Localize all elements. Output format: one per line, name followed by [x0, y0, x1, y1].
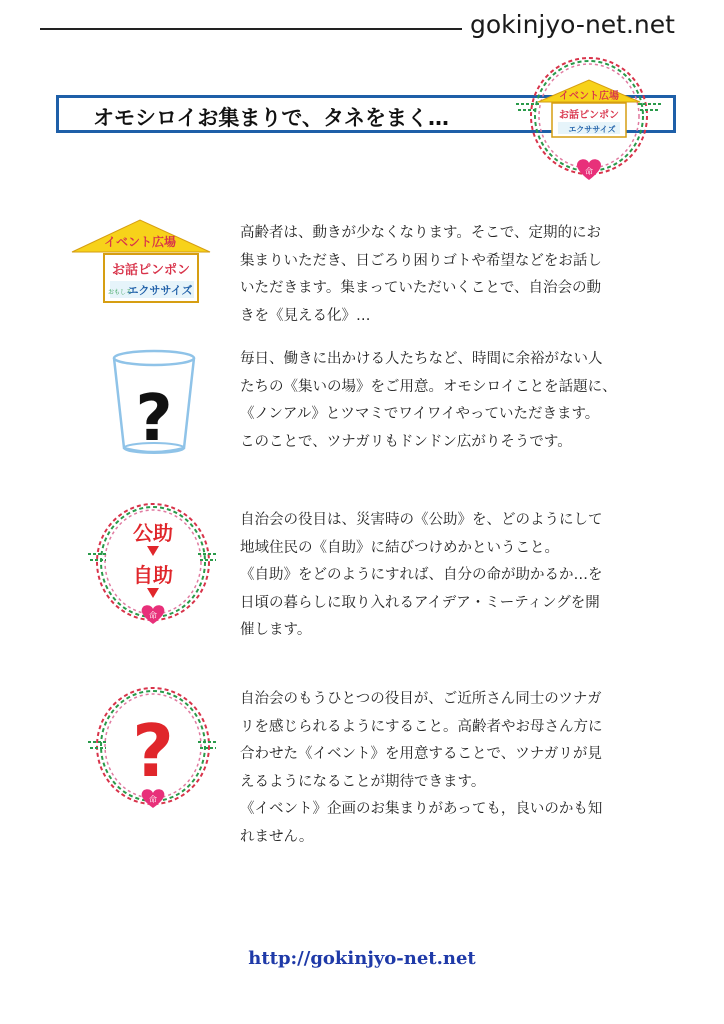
svg-text:公助: 公助 [133, 521, 173, 545]
text-line: 毎日、働きに出かける人たちなど、時間に余裕がない人 [240, 351, 603, 367]
text-line: 日頃の暮らしに取り入れるアイデア・ミーティングを開 [240, 594, 600, 611]
event-house-icon [68, 216, 218, 308]
svg-text:?: ? [132, 709, 174, 793]
kojo-jijo-wreath-icon [86, 500, 220, 630]
svg-text:自助: 自助 [133, 563, 173, 587]
text-line: リを感じられるようにすること。高齢者やお母さん方に [240, 718, 603, 735]
text-line: このことで、ツナガリもドンドン広がりそうです。 [240, 433, 572, 450]
text-line: 《自助》をどのようにすれば、自分の命が助かるか…を [240, 567, 603, 583]
site-name: gokinjyo-net.net [470, 10, 675, 39]
text-line: 自治会の役目は、災害時の《公助》を、どのようにして [240, 512, 603, 528]
question-glyph: ? [135, 382, 173, 456]
text-line: きを《見える化》… [240, 307, 371, 324]
question-wreath-icon [86, 684, 220, 814]
text-line: 高齢者は、動きが少なくなります。そこで、定期的にお [240, 225, 602, 241]
text-line: 《ノンアル》とツマミでワイワイやっていただきます。 [240, 406, 600, 422]
text-line: 合わせた《イベント》を用意することで、ツナガリが見 [240, 746, 602, 762]
wreath-badge-line1: お話ピンポン [559, 110, 619, 121]
text-line: 地域住民の《自助》に結びつけめかということ。 [240, 539, 559, 556]
section-2-text [240, 346, 660, 456]
footer-url-link[interactable]: http://gokinjyo-net.net [248, 948, 476, 969]
header-rule [40, 28, 462, 30]
wreath-roof-label: イベント広場 [559, 91, 619, 102]
page-title: オモシロイお集まりで、タネをまく… [93, 106, 449, 130]
svg-text:命: 命 [149, 795, 157, 804]
text-line: いただきます。集まっていただいくことで、自治会の動 [240, 280, 602, 296]
svg-text:お話ピンポン: お話ピンポン [111, 263, 191, 278]
text-line: れません。 [240, 828, 314, 845]
text-line: 《イベント》企画のお集まりがあっても，良いのかも知 [240, 801, 603, 817]
wreath-heart-label: 命 [585, 167, 593, 176]
section-3-text [240, 507, 660, 645]
text-line: たちの《集いの場》をご用意。オモシロイことを話題に、 [240, 378, 617, 395]
text-line: 催します。 [240, 622, 312, 638]
svg-text:命: 命 [149, 611, 157, 620]
question-cup-icon [106, 348, 202, 458]
svg-text:おもしろ: おもしろ [107, 289, 133, 296]
text-line: 自治会のもうひとつの役目が、ご近所さん同士のツナガ [240, 691, 602, 707]
svg-text:イベント広場: イベント広場 [103, 235, 177, 249]
section-4-text [240, 686, 660, 851]
header-wreath-badge [514, 52, 664, 186]
text-line: えるようになることが期待できます。 [240, 773, 486, 790]
svg-text:エクササイズ: エクササイズ [127, 284, 193, 297]
wreath-badge-line2: エクササイズ [568, 125, 616, 134]
text-line: 集まりいただき、日ごろり困りゴトや希望などをお話し [240, 252, 602, 269]
section-1-text [240, 220, 660, 330]
